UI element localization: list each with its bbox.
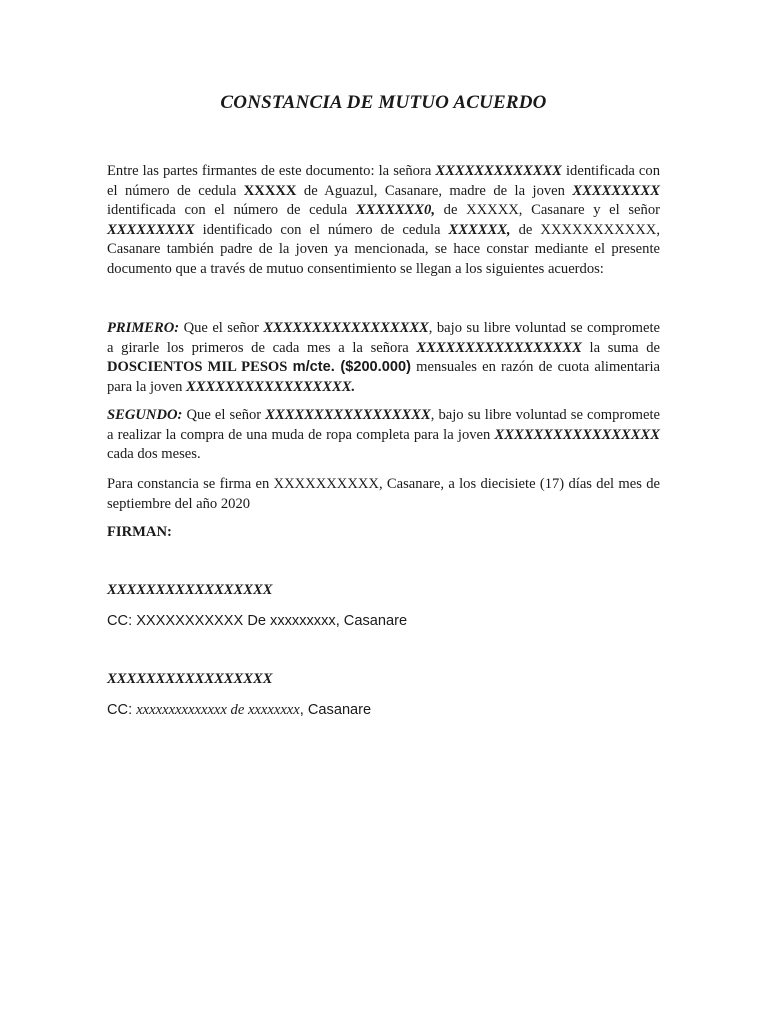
cc-suffix: , Casanare [299, 702, 372, 718]
amount-number: m/cte. ($200.000) [292, 359, 411, 375]
segundo-text: Que el señor [182, 407, 266, 423]
primero-label: PRIMERO: [107, 320, 180, 336]
father-name: XXXXXXXXXXXXXXXXX [263, 320, 429, 336]
document-title: CONSTANCIA DE MUTUO ACUERDO [220, 92, 547, 113]
father-name: XXXXXXXXX [107, 221, 195, 238]
primero-text: la suma de [581, 339, 660, 356]
intro-paragraph [107, 162, 660, 279]
intro-text: identificado con el número de cedula [194, 221, 449, 238]
intro-text: de XXXXXXXXXXX, Casanare también padre de la joven ya mencionada, se hace constar mediante el presente documento que a través de mutuo consentimiento se llegan a los siguientes acuerdos: [107, 221, 660, 277]
primero-paragraph [107, 319, 660, 397]
amount-words: DOSCIENTOS MIL PESOS [107, 359, 288, 375]
mother-name: XXXXXXXXXXXXXXXXX [416, 339, 582, 356]
intro-text: de XXXXX, Casanare y el señor [434, 202, 660, 218]
signature-2-cc [107, 702, 371, 719]
daughter-id: XXXXXXX0, [355, 202, 435, 218]
intro-text: de Aguazul, Casanare, madre de la joven [296, 182, 573, 199]
daughter-name: XXXXXXXXXXXXXXXXX. [186, 378, 356, 395]
segundo-label: SEGUNDO: [107, 407, 183, 423]
daughter-name: XXXXXXXXX [572, 182, 660, 199]
segundo-paragraph [107, 406, 660, 465]
signature-1-name: XXXXXXXXXXXXXXXXX [107, 582, 273, 598]
segundo-text: cada dos meses. [107, 446, 201, 462]
cc-value: xxxxxxxxxxxxxx de xxxxxxxx [136, 702, 300, 718]
signature-2-name: XXXXXXXXXXXXXXXXX [107, 671, 273, 687]
closing-paragraph: Para constancia se firma en XXXXXXXXXX, Casanare, a los diecisiete (17) días del mes de septiembre del año 2020 [107, 476, 660, 512]
intro-text: identificada con el número de cedula [107, 163, 661, 199]
intro-text: Entre las partes firmantes de este documento: la señora [107, 163, 436, 179]
primero-text: mensuales en razón de cuota alimentaria para la joven [107, 359, 660, 395]
firman-heading: FIRMAN: [107, 524, 172, 540]
cc-label: CC: [107, 613, 137, 629]
segundo-text: , bajo su libre voluntad se compromete a realizar la compra de una muda de ropa completa para la joven [107, 407, 660, 443]
father-id: XXXXXX, [448, 221, 511, 238]
father-name: XXXXXXXXXXXXXXXXX [265, 407, 431, 423]
mother-name: XXXXXXXXXXXXX [435, 163, 562, 179]
intro-text: identificada con el número de cedula [107, 202, 356, 218]
mother-id: XXXXX [243, 182, 297, 199]
signature-1-cc [107, 613, 407, 629]
primero-text: , bajo su libre voluntad se compromete a girarle los primeros de cada mes a la señora [107, 320, 660, 356]
cc-value: XXXXXXXXXXX De xxxxxxxxx, Casanare [136, 613, 408, 629]
daughter-name: XXXXXXXXXXXXXXXXX [494, 426, 660, 443]
cc-label: CC: [107, 702, 137, 718]
primero-text: Que el señor [179, 320, 264, 336]
